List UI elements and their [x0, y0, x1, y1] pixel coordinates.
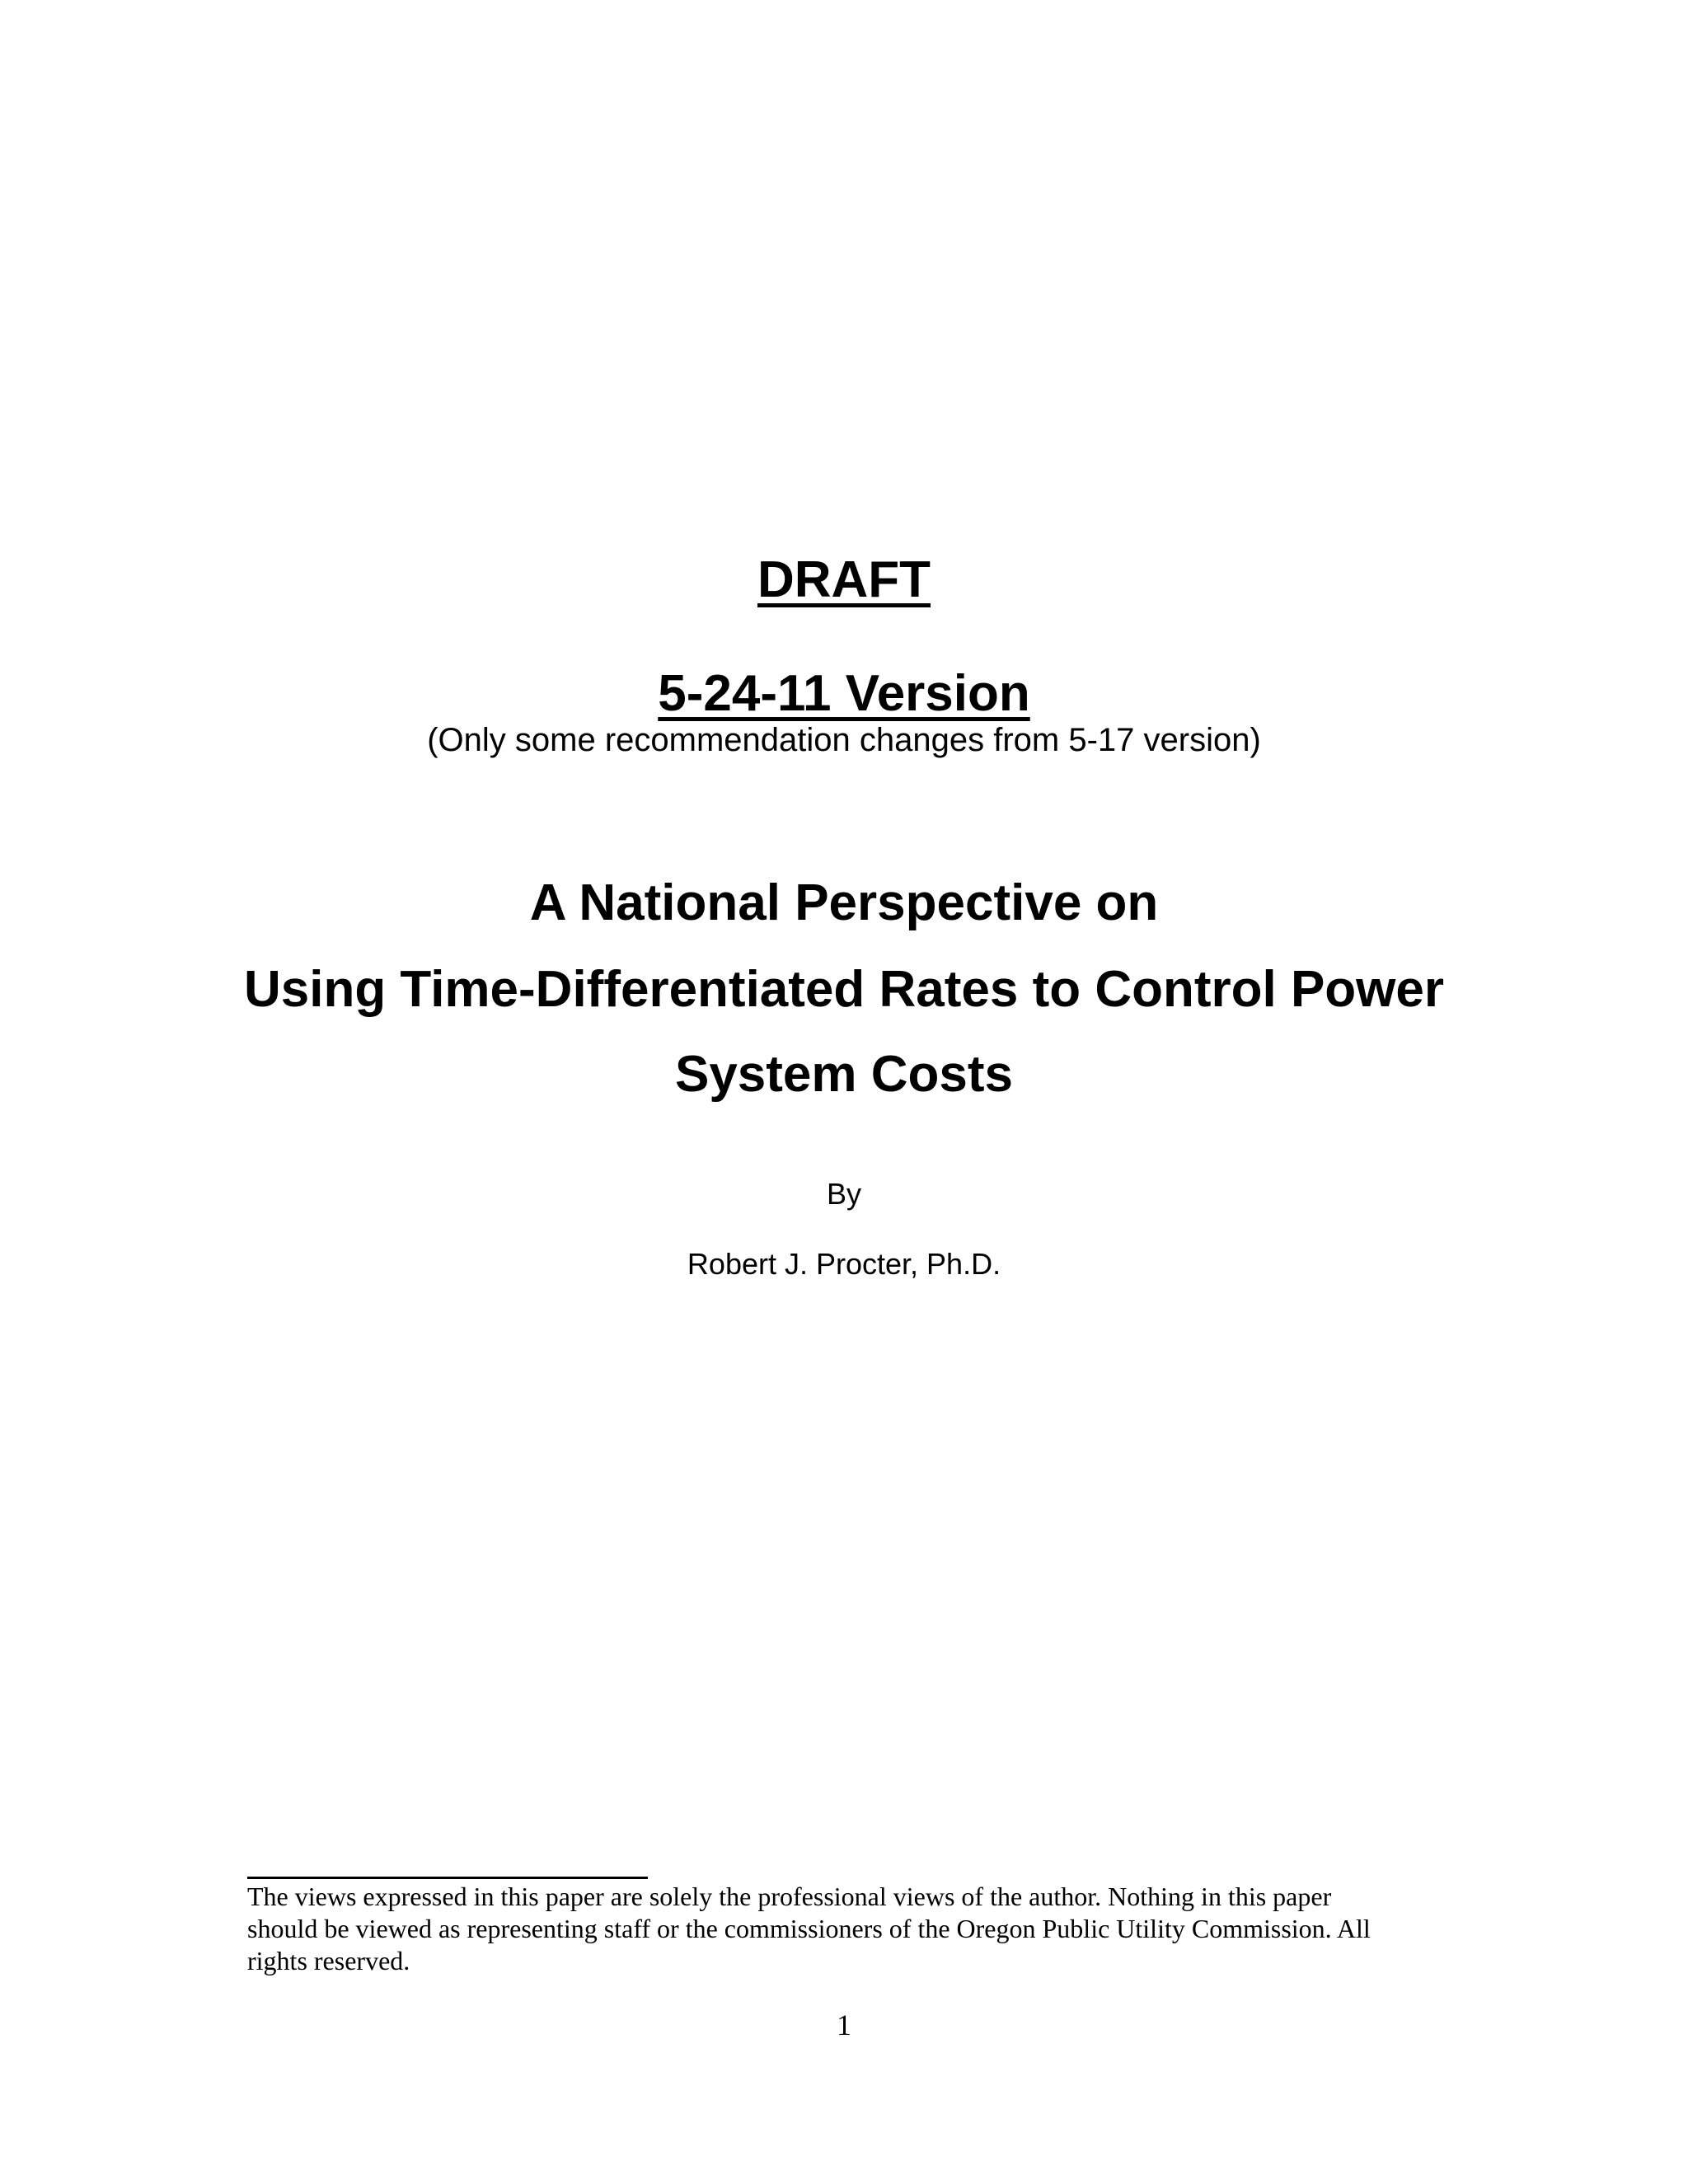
footnote — [247, 1881, 1451, 1977]
footnote-line-3: rights reserved. — [247, 1946, 410, 1975]
version-note: (Only some recommendation changes from 5-17 version) — [427, 722, 1261, 758]
title-line-3: System Costs — [674, 1046, 1014, 1103]
version-heading: 5-24-11 Version — [658, 665, 1030, 722]
title-line-1: A National Perspective on — [529, 874, 1159, 931]
page-number: 1 — [837, 2008, 851, 2041]
author-name: Robert J. Procter, Ph.D. — [687, 1247, 1001, 1281]
footnote-divider — [247, 1877, 648, 1879]
footnote-line-2: should be viewed as representing staff or the commissioners of the Oregon Public Utility Commission. All — [247, 1914, 1371, 1943]
title-line-2: Using Time-Differentiated Rates to Control Power — [243, 961, 1445, 1018]
draft-heading: DRAFT — [757, 551, 931, 608]
by-label: By — [826, 1177, 861, 1211]
footnote-line-1: The views expressed in this paper are solely the professional views of the author. Nothing in this paper — [247, 1882, 1332, 1911]
